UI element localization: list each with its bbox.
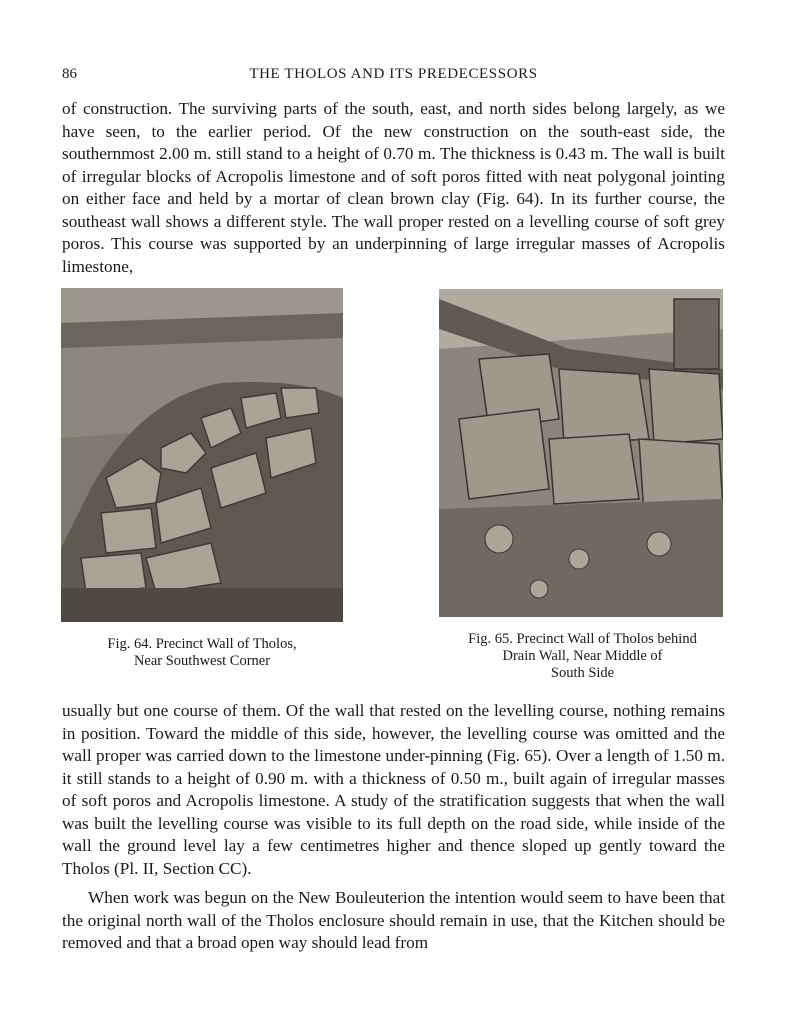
- figure-65-caption: [430, 631, 735, 682]
- figure-64-photo: [61, 288, 343, 622]
- figure-64-caption-line-1: Fig. 64. Precinct Wall of Tholos,: [107, 636, 297, 652]
- body-paragraph-3: When work was begun on the New Bouleuterion the intention would seem to have been that the original north wall of the Tholos enclosure should remain in use, that the Kitchen should be removed and that a broad open way should lead from: [62, 888, 725, 952]
- wall-photo-illustration: [61, 288, 343, 622]
- figure-65-photo: [439, 289, 723, 617]
- figure-64-caption: [61, 636, 343, 670]
- running-head: THE THOLOS AND ITS PREDECESSORS: [249, 66, 538, 82]
- figure-65-caption-line-3: South Side: [550, 665, 615, 681]
- figure-65-caption-line-2: Drain Wall, Near Middle of: [502, 648, 663, 664]
- body-paragraph-2: usually but one course of them. Of the wall that rested on the levelling course, nothing remains in position. Toward the middle of this side, however, the levelling course was omitted and the wall proper was carried down to the limestone under-pinning (Fig. 65). Over a length of 1.50 m. it still stands to a height of 0.90 m. with a thickness of 0.50 m., built again of irregular masses of soft poros and Acropolis limestone. A study of the stratification suggests that when the wall was built the levelling course was visible to its full depth on the road side, while inside of the wall the ground level lay a few centimetres higher and thence sloped up gently toward the Tholos (Pl. II, Section CC).: [62, 701, 725, 878]
- wall-photo-illustration: [439, 289, 723, 617]
- body-paragraph-1: of construction. The surviving parts of the south, east, and north sides belong largely, as we have seen, to the earlier period. Of the new construction on the south-east side, the southernmost 2.00 m. still stand to a height of 0.70 m. The thickness is 0.43 m. The wall is built of irregular blocks of Acropolis limestone and of soft poros fitted with neat polygonal jointing on either face and held by a mortar of clean brown clay (Fig. 64). In its further course, the southeast wall shows a different style. The wall proper rested on a levelling course of soft grey poros. This course was supported by an underpinning of large irregular masses of Acropolis limestone,: [62, 99, 725, 276]
- figure-64-caption-line-2: Near Southwest Corner: [133, 653, 271, 669]
- figure-65-caption-line-1: Fig. 65. Precinct Wall of Tholos behind: [468, 631, 697, 647]
- page-number: 86: [62, 66, 77, 82]
